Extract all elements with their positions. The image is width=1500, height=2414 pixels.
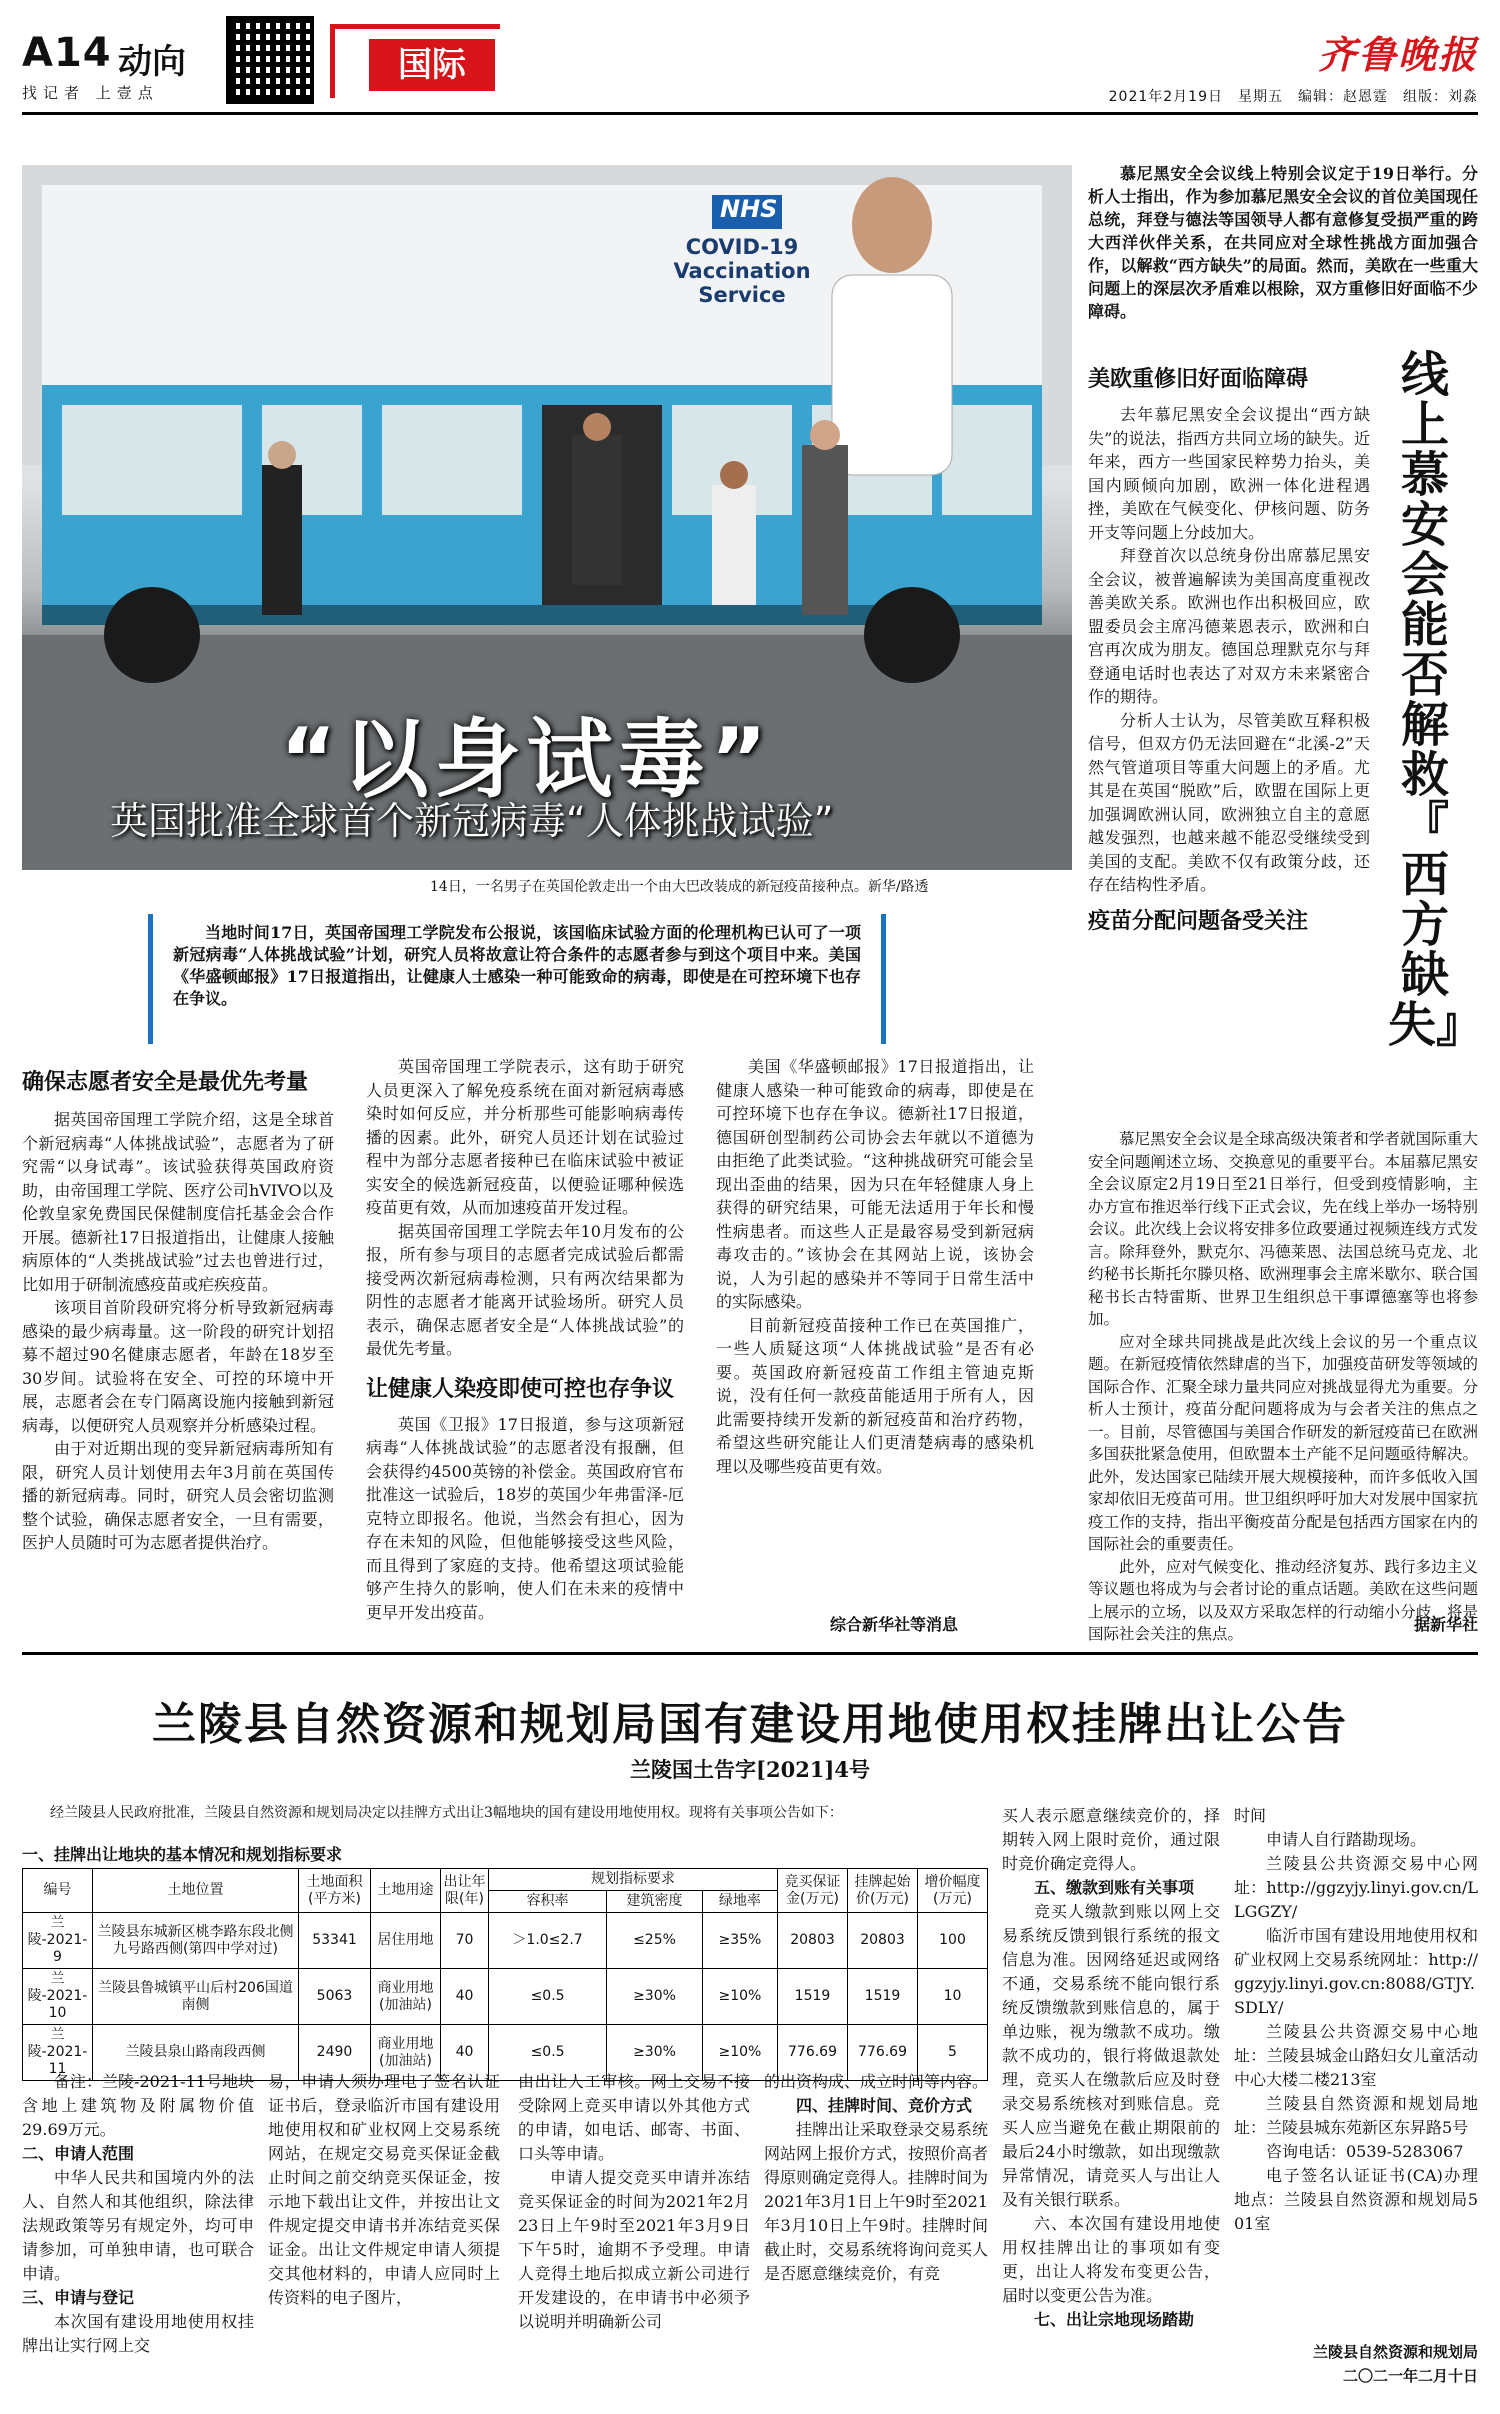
table-cell: 53341 bbox=[299, 1913, 371, 1969]
table-header: 规划指标要求 bbox=[489, 1869, 778, 1891]
announcement-heading: 四、挂牌时间、竞价方式 bbox=[796, 2096, 973, 2115]
announcement-signature bbox=[1234, 2340, 1478, 2388]
table-cell: 兰陵-2021-11 bbox=[23, 2025, 93, 2081]
table-header: 出让年限(年) bbox=[441, 1869, 489, 1913]
table-cell: 兰陵县鲁城镇平山后村206国道南侧 bbox=[93, 1969, 299, 2025]
announcement-heading-1: 一、挂牌出让地块的基本情况和规划指标要求 bbox=[22, 1845, 343, 1864]
table-cell: 776.69 bbox=[778, 2025, 848, 2081]
table-cell: ≥10% bbox=[702, 1969, 777, 2025]
section-name: 动向 bbox=[118, 42, 186, 82]
table-cell: ≥30% bbox=[607, 1969, 703, 2025]
article-column-3 bbox=[716, 1055, 1034, 1478]
table-cell: 商业用地(加油站) bbox=[371, 1969, 441, 2025]
table-cell: ≤0.5 bbox=[489, 2025, 607, 2081]
side-article-lead bbox=[1088, 162, 1478, 323]
paragraph: 由于对近期出现的变异新冠病毒所知有限，研究人员计划使用去年3月前在英国传播的新冠病毒。同时，研究人员会密切监测整个试验，确保志愿者安全，一旦有需要，医护人员随时可为志愿者提供治疗。 bbox=[22, 1439, 334, 1552]
table-cell: 2490 bbox=[299, 2025, 371, 2081]
paragraph: 六、本次国有建设用地使用权挂牌出让的事项如有变更，出让人将发布变更公告，届时以变更公告为准。 bbox=[1002, 2214, 1220, 2305]
table-cell: 776.69 bbox=[848, 2025, 918, 2081]
table-cell: 1519 bbox=[848, 1969, 918, 2025]
table-cell: 40 bbox=[441, 2025, 489, 2081]
headline: “以身试毒” bbox=[280, 710, 774, 810]
signature-date: 二〇二一年二月十日 bbox=[1342, 2367, 1478, 2385]
table-subheader: 容积率 bbox=[489, 1891, 607, 1913]
paragraph: 申请人自行踏勘现场。 bbox=[1266, 1830, 1427, 1849]
article-column-1 bbox=[22, 1068, 334, 1555]
table-cell: ≥30% bbox=[607, 2025, 703, 2081]
table-cell: ≤25% bbox=[607, 1913, 703, 1969]
table-cell: 20803 bbox=[848, 1913, 918, 1969]
announcement-column-2 bbox=[268, 2070, 500, 2310]
qr-code-icon bbox=[226, 16, 314, 104]
side-article-column-1 bbox=[1088, 365, 1370, 945]
announcement-column-6 bbox=[1234, 1804, 1478, 2236]
announcement-heading: 二、申请人范围 bbox=[22, 2144, 135, 2163]
paragraph: 竞买人缴款到账以网上交易系统反馈到银行系统的报文信息为准。因网络延迟或网络不通，交易系统不能向银行系统反馈缴款到账信息的，属于单边账，视为缴款不成功。缴款不成功的，银行将做退款处理，竞买人在缴款后应及时登录交易系统核对到账信息。竞买人应当避免在截止期限前的最后24小时缴款，如出现缴款异常情况，请竞买人与出让人及有关银行联系。 bbox=[1002, 1902, 1220, 2209]
paragraph: 申请人提交竞买申请并冻结竞买保证金的时间为2021年2月23日上午9时至2021年3月9日下午5时，逾期不予受理。申请人竞得土地后拟成立新公司进行开发建设的，在申请书中必须予以说明并明确新公司 bbox=[518, 2168, 750, 2331]
paragraph: 该项目首阶段研究将分析导致新冠病毒感染的最少病毒量。这一阶段的研究计划招募不超过90名健康志愿者，年龄在18岁至30岁间。试验将在安全、可控的环境中开展，志愿者会在专门隔离设施内接触到新冠病毒，以便研究人员观察并分析感染过程。 bbox=[22, 1298, 334, 1435]
announcement-column-4 bbox=[764, 2070, 988, 2286]
table-cell: 商业用地(加油站) bbox=[371, 2025, 441, 2081]
announcement-column-5 bbox=[1002, 1804, 1220, 2332]
table-cell: 70 bbox=[441, 1913, 489, 1969]
announcement-intro bbox=[22, 1804, 988, 1823]
paragraph: 兰陵县公共资源交易中心地址：兰陵县城金山路妇女儿童活动中心大楼二楼213室 bbox=[1234, 2022, 1478, 2089]
land-parcel-table bbox=[22, 1868, 988, 2081]
page-number: A14 bbox=[22, 30, 112, 76]
side-article-title: 线上慕安会能否解救『西方缺失』 bbox=[1388, 347, 1485, 1053]
table-cell: ≤0.5 bbox=[489, 1969, 607, 2025]
header-rule bbox=[22, 112, 1478, 115]
table-cell: 100 bbox=[918, 1913, 988, 1969]
table-header: 编号 bbox=[23, 1869, 93, 1913]
announcement-column-1 bbox=[22, 2070, 254, 2358]
table-cell: 1519 bbox=[778, 1969, 848, 2025]
paragraph: 慕尼黑安全会议是全球高级决策者和学者就国际重大安全问题阐述立场、交换意见的重要平台。本届慕尼黑安全会议原定2月19日至21日举行，但受到疫情影响，主办方宣布推迟举行线下正式会议，先在线上举办一场特别会议。此次线上会议将安排多位政要通过视频连线方式发言。除拜登外，默克尔、冯德莱恩、法国总统马克龙、北约秘书长斯托尔滕贝格、欧洲理事会主席米歇尔、联合国秘书长古特雷斯、世界卫生组织总干事谭德塞等也将参加。 bbox=[1088, 1130, 1478, 1328]
table-cell: ≥35% bbox=[702, 1913, 777, 1969]
table-cell: 5 bbox=[918, 2025, 988, 2081]
announcement-number: 兰陵国土告字[2021]4号 bbox=[630, 1757, 870, 1782]
side-lead-text: 慕尼黑安全会议线上特别会议定于19日举行。分析人士指出，作为参加慕尼黑安全会议的首位美国现任总统，拜登与德法等国领导人都有意修复受损严重的跨大西洋伙伴关系，在共同应对全球性挑战方面加强合作，以解救“西方缺失”的局面。然而，美欧在一些重大问题上的深层次矛盾难以根除，双方重修旧好面临不少障碍。 bbox=[1088, 164, 1478, 321]
side-heading-repair: 美欧重修旧好面临障碍 bbox=[1088, 367, 1309, 392]
signature-org: 兰陵县自然资源和规划局 bbox=[1312, 2343, 1478, 2361]
side-article-column-2 bbox=[1088, 1128, 1478, 1646]
paragraph: 挂牌出让采取登录交易系统网站网上报价方式，按照价高者得原则确定竞得人。挂牌时间为2021年3月1日上午9时至2021年3月10日上午9时。挂牌时间截止时，交易系统将询问竞买人是否愿意继续竞价，有竞 bbox=[764, 2120, 989, 2283]
section-tab bbox=[330, 24, 500, 98]
table-cell: 兰陵-2021-9 bbox=[23, 1913, 93, 1969]
section-tab-label: 国际 bbox=[369, 39, 495, 91]
paragraph: 电子签名认证证书(CA)办理地点：兰陵县自然资源和规划局501室 bbox=[1234, 2166, 1478, 2233]
paragraph: 拜登首次以总统身份出席慕尼黑安全会议，被普遍解读为美国高度重视改善美欧关系。欧洲也作出积极回应，欧盟委员会主席冯德莱恩表示，欧洲和白宫再次成为朋友。德国总理默克尔与拜登通电话时也表达了对双方未来紧密合作的期待。 bbox=[1088, 546, 1370, 706]
article-column-2 bbox=[366, 1055, 684, 1624]
table-cell: ≥10% bbox=[702, 2025, 777, 2081]
paragraph: 咨询电话：0539-5283067 bbox=[1266, 2142, 1464, 2161]
table-cell: 兰陵县泉山路南段西侧 bbox=[93, 2025, 299, 2081]
table-cell: 20803 bbox=[778, 1913, 848, 1969]
paragraph: 由出让人工审核。网上交易不接受除网上竞买申请以外其他方式的申请，如电话、邮寄、书面、口头等申请。 bbox=[518, 2072, 750, 2163]
table-cell: 5063 bbox=[299, 1969, 371, 2025]
paragraph: 应对全球共同挑战是此次线上会议的另一个重点议题。在新冠疫情依然肆虐的当下，加强疫苗研发等领域的国际合作、汇聚全球力量共同应对挑战显得尤为重要。分析人士预计，疫苗分配问题将成为与会者关注的焦点之一。目前，尽管德国与美国合作研发的新冠疫苗已在欧洲多国获批紧急使用，但欧盟本土产能不足问题亟待解决。此外，发达国家已陆续开展大规模接种，而许多低收入国家却依旧无疫苗可用。世卫组织呼吁加大对发展中国家抗疫工作的支持，指出平衡疫苗分配是包括西方国家在内的国际社会的重要责任。 bbox=[1088, 1332, 1478, 1553]
paragraph: 兰陵县公共资源交易中心网址：http://ggzyjy.linyi.gov.cn/LLGGZY/ bbox=[1234, 1854, 1478, 1921]
paragraph: 本次国有建设用地使用权挂牌出让实行网上交 bbox=[22, 2312, 254, 2355]
paragraph: 英国帝国理工学院表示，这有助于研究人员更深入了解免疫系统在面对新冠病毒感染时如何反应，并分析那些可能影响病毒传播的因素。此外，研究人员还计划在试验过程中为部分志愿者接种已在临床试验中被证实安全的候选新冠疫苗，以便验证哪种候选疫苗更有效，从而加速疫苗开发过程。 bbox=[366, 1057, 684, 1217]
table-header: 土地用途 bbox=[371, 1869, 441, 1913]
intro-text: 经兰陵县人民政府批准，兰陵县自然资源和规划局决定以挂牌方式出让3幅地块的国有建设用地使用权。现将有关事项公告如下： bbox=[50, 1805, 843, 1821]
paragraph: 分析人士认为，尽管美欧互释积极信号，但双方仍无法回避在“北溪-2”天然气管道项目等重大问题上的矛盾。尤其是在英国“脱欧”后，欧盟在国际上更加强调欧洲认同，欧洲独立自主的意愿越发强烈，也越来越不能忍受继续受到美国的支配。美欧不仅有政策分歧，还存在结构性矛盾。 bbox=[1088, 710, 1370, 894]
paragraph: 中华人民共和国境内外的法人、自然人和其他组织，除法律法规政策等另有规定外，均可申请参加，可单独申请，也可联合申请。 bbox=[22, 2168, 254, 2283]
bus-sign: COVID-19 Vaccination Service bbox=[673, 235, 811, 307]
paragraph: 时间 bbox=[1234, 1806, 1267, 1825]
table-cell: 兰陵县东城新区桃李路东段北侧九号路西侧(第四中学对过) bbox=[93, 1913, 299, 1969]
table-header: 竞买保证金(万元) bbox=[778, 1869, 848, 1913]
table-cell: 10 bbox=[918, 1969, 988, 2025]
section-separator bbox=[22, 1652, 1478, 1655]
table-header: 增价幅度(万元) bbox=[918, 1869, 988, 1913]
paragraph: 此外，应对气候变化、推动经济复苏、践行多边主义等议题也将成为与会者讨论的重点话题。美欧在这些问题上展示的立场，以及双方采取怎样的行动缩小分歧，将是国际社会关注的焦点。 bbox=[1088, 1557, 1478, 1643]
paragraph: 据英国帝国理工学院去年10月发布的公报，所有参与项目的志愿者完成试验后都需接受两次新冠病毒检测，只有两次结果都为阴性的志愿者才能离开试验场所。研究人员表示，确保志愿者安全是“人体挑战试验”的最优先考量。 bbox=[366, 1221, 684, 1358]
paragraph: 英国《卫报》17日报道，参与这项新冠病毒“人体挑战试验”的志愿者没有报酬，但会获得约4500英镑的补偿金。英国政府官布批准这一试验后，18岁的英国少年弗雷泽-厄克特立即报名。他说，当然会有担心，因为存在未知的风险，但他能够接受这些风险，而且得到了家庭的支持。他希望这项试验能够产生持久的影响，使人们在未来的疫情中更早开发出疫苗。 bbox=[366, 1414, 684, 1622]
table-cell: 兰陵-2021-10 bbox=[23, 1969, 93, 2025]
subheadline: 英国批准全球首个新冠病毒“人体挑战试验” bbox=[110, 799, 834, 843]
paragraph: 据英国帝国理工学院介绍，这是全球首个新冠病毒“人体挑战试验”，志愿者为了研究需“以身试毒”。该试验获得英国政府资助，由帝国理工学院、医疗公司hVIVO以及伦敦皇家免费国民保健制度信托基金会合作开展。德新社17日报道指出，让健康人接触病原体的“人类挑战试验”过去也曾进行过，比如用于研制流感疫苗或疟疾疫苗。 bbox=[22, 1110, 334, 1294]
table-header: 土地位置 bbox=[93, 1869, 299, 1913]
article-source: 综合新华社等消息 bbox=[830, 1615, 959, 1634]
side-article-source: 据新华社 bbox=[1413, 1615, 1478, 1634]
announcement-column-3 bbox=[518, 2070, 750, 2334]
lead-text: 当地时间17日，英国帝国理工学院发布公报说，该国临床试验方面的伦理机构已认可了一项新冠病毒“人体挑战试验”计划，研究人员将故意让符合条件的志愿者参与到这个项目中来。美国《华盛顿邮报》17日报道指出，让健康人士感染一种可能致命的病毒，即使是在可控环境下也存在争议。 bbox=[173, 923, 861, 1008]
announcement-heading: 五、缴款到账有关事项 bbox=[1034, 1878, 1195, 1897]
table-cell: ＞1.0≤2.7 bbox=[489, 1913, 607, 1969]
paragraph: 兰陵县自然资源和规划局地址：兰陵县城东苑新区东昇路5号 bbox=[1234, 2094, 1478, 2137]
paragraph: 去年慕尼黑安全会议提出“西方缺失”的说法，指西方共同立场的缺失。近年来，西方一些国家民粹势力抬头，美国内顾倾向加剧，欧洲一体化进程遇挫，美欧在气候变化、伊核问题、防务开支等问题上分歧加大。 bbox=[1088, 405, 1370, 542]
table-subheader: 绿地率 bbox=[702, 1891, 777, 1913]
paragraph: 买人表示愿意继续竞价的，择期转入网上限时竞价，通过限时竞价确定竞得人。 bbox=[1002, 1806, 1220, 1873]
paragraph: 的出资构成、成立时间等内容。 bbox=[764, 2072, 989, 2091]
table-header-row bbox=[23, 1869, 988, 1891]
announcement-heading: 七、出让宗地现场踏勘 bbox=[1034, 2310, 1195, 2329]
announcement-heading: 三、申请与登记 bbox=[22, 2288, 135, 2307]
nhs-logo: NHS bbox=[720, 195, 778, 223]
newspaper-logo: 齐鲁晚报 bbox=[1317, 32, 1478, 77]
table-subheader: 建筑密度 bbox=[607, 1891, 703, 1913]
table-cell: 40 bbox=[441, 1969, 489, 2025]
paragraph: 备注：兰陵-2021-11号地块含地上建筑物及附属物价值29.69万元。 bbox=[22, 2072, 254, 2139]
section-heading-safety: 确保志愿者安全是最优先考量 bbox=[22, 1070, 309, 1095]
announcement-title: 兰陵县自然资源和规划局国有建设用地使用权挂牌出让公告 bbox=[152, 1699, 1348, 1750]
table-header: 挂牌起始价(万元) bbox=[848, 1869, 918, 1913]
side-heading-vaccine: 疫苗分配问题备受关注 bbox=[1088, 908, 1309, 934]
table-cell: 居住用地 bbox=[371, 1913, 441, 1969]
paragraph: 美国《华盛顿邮报》17日报道指出，让健康人感染一种可能致命的病毒，即使是在可控环境下也存在争议。德新社17日报道，德国研创型制药公司协会去年就以不道德为由拒绝了此类试验。“这种挑战研究可能会呈现出歪曲的结果，因为只在年轻健康人身上获得的研究结果，可能无法适用于年长和慢性病患者。而这些人正是最容易受到新冠病毒攻击的。”该协会在其网站上说，该协会说，人为引起的感染并不等同于日常生活中的实际感染。 bbox=[716, 1057, 1034, 1311]
section-heading-controversy: 让健康人染疫即使可控也存争议 bbox=[366, 1376, 675, 1402]
table-row bbox=[23, 1913, 988, 1969]
paragraph: 临沂市国有建设用地使用权和矿业权网上交易系统网址：http://ggzyjy.linyi.gov.cn:8088/GTJY.SDLY/ bbox=[1234, 1926, 1478, 2017]
paragraph: 易，申请人须办理电子签名认证证书后，登录临沂市国有建设用地使用权和矿业权网上交易系统网站，在规定交易竞买保证金截止时间之前交纳竞买保证金，按示地下载出让文件，并按出让文件规定提交申请书并冻结竞买保证金。出让文件规定申请人须提交其他材料的，申请人应同时上传资料的电子图片， bbox=[268, 2072, 500, 2307]
section-slogan: 找记者 上壹点 bbox=[22, 84, 159, 102]
lead-paragraph bbox=[148, 914, 886, 1044]
photo-caption: 14日，一名男子在英国伦敦走出一个由大巴改装成的新冠疫苗接种点。新华/路透 bbox=[430, 879, 929, 895]
table-header: 土地面积(平方米) bbox=[299, 1869, 371, 1913]
paragraph: 目前新冠疫苗接种工作已在英国推广，一些人质疑这项“人体挑战试验”是否有必要。英国政府新冠疫苗工作组主管迪克斯说，没有任何一款疫苗能适用于所有人，因此需要持续开发新的新冠疫苗和治疗药物，希望这些研究能让人们更清楚病毒的感染机理以及哪些疫苗更有效。 bbox=[716, 1315, 1034, 1476]
edition-info: 2021年2月19日 星期五 编辑：赵恩霆 组版：刘淼 bbox=[1108, 89, 1478, 105]
table-row bbox=[23, 1969, 988, 2025]
